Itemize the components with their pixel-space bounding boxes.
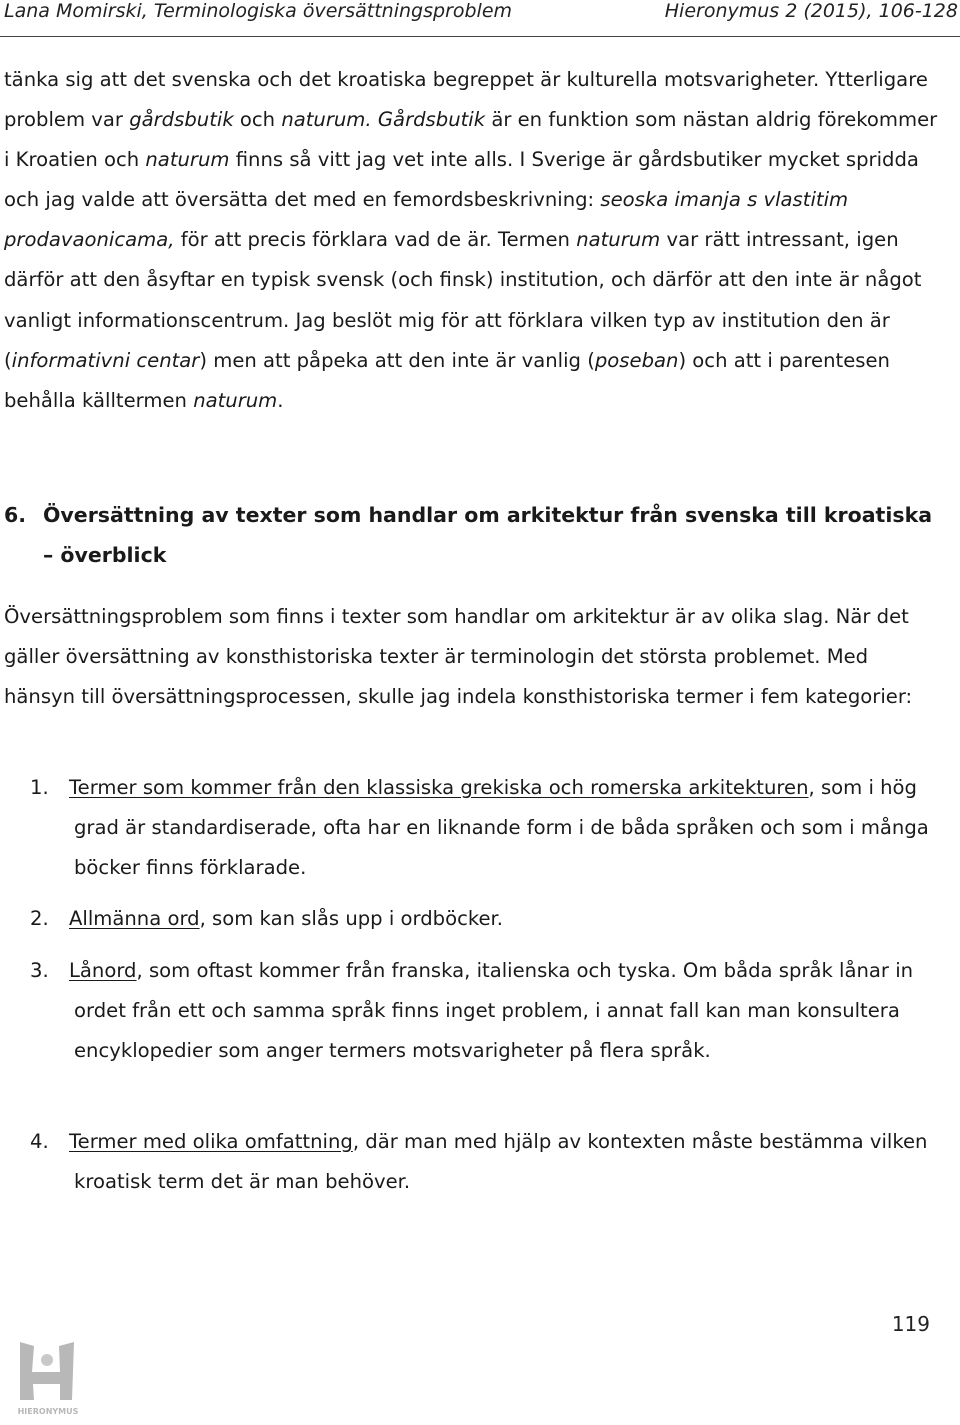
list-item-number: 4. bbox=[30, 1130, 49, 1153]
list-item-term: Termer med olika omfattning bbox=[69, 1130, 353, 1153]
list-item-text: , som i hög grad är standardiserade, ofta har en liknande form i de båda språken och som i många böcker finns förklarade. bbox=[74, 776, 929, 880]
header-rule bbox=[0, 36, 960, 37]
list-item bbox=[30, 951, 930, 1071]
list-item-term: Allmänna ord bbox=[69, 907, 200, 930]
section-title: Översättning av texter som handlar om arkitektur från svenska till kroatiska – överblick bbox=[43, 503, 933, 567]
list-item bbox=[30, 1122, 930, 1202]
logo-wordmark: HIERONYMUS bbox=[17, 1407, 79, 1416]
section-heading bbox=[4, 495, 944, 575]
list-item bbox=[30, 899, 930, 939]
body-paragraph-1: tänka sig att det svenska och det kroatiska begreppet är kulturella motsvarigheter. Ytterligare problem var gårdsbutik och naturum. Gårdsbutik är en funktion som nästan aldrig förekommer i Kroatien och naturum finns så vitt jag vet inte alls. I Sverige är gårdsbutiker mycket spridda och jag valde att översätta det med en femordsbeskrivning: seoska imanja s vlastitim prodavaonicama, för att precis förklara vad de är. Termen naturum var rätt intressant, igen därför att den åsyftar en typisk svensk (och finsk) institution, och därför att den inte är något vanligt informationscentrum. Jag beslöt mig för att förklara vilken typ av institution den är (informativni centar) men att påpeka att den inte är vanlig (poseban) och att i parentesen behålla källtermen naturum. bbox=[4, 68, 938, 412]
list-item-number: 1. bbox=[30, 776, 49, 799]
header-author-title: Lana Momirski, Terminologiska översättningsproblem bbox=[4, 0, 513, 22]
section-number: 6. bbox=[4, 503, 27, 527]
list-item-text: , där man med hjälp av kontexten måste bestämma vilken kroatisk term det är man behöver. bbox=[74, 1130, 928, 1194]
list-item-number: 3. bbox=[30, 959, 49, 982]
running-header bbox=[0, 0, 960, 42]
list-item-term: Lånord bbox=[69, 959, 137, 982]
list-item-number: 2. bbox=[30, 907, 49, 930]
list-item bbox=[30, 768, 930, 888]
list-item-text: , som kan slås upp i ordböcker. bbox=[199, 907, 504, 930]
hieronymus-logo-icon bbox=[12, 1338, 84, 1422]
header-journal-citation: Hieronymus 2 (2015), 106-128 bbox=[664, 0, 958, 22]
body-paragraph-2: Översättningsproblem som finns i texter som handlar om arkitektur är av olika slag. När det gäller översättning av konsthistoriska texter är terminologin det största problemet. Med hänsyn till översättningsprocessen, skulle jag indela konsthistoriska termer i fem kategorier: bbox=[4, 605, 913, 709]
list-item-term: Termer som kommer från den klassiska grekiska och romerska arkitekturen bbox=[69, 776, 809, 799]
list-item-text: , som oftast kommer från franska, italienska och tyska. Om båda språk lånar in ordet från ett och samma språk finns inget problem, i annat fall kan man konsultera encyklopedier som anger termers motsvarigheter på flera språk. bbox=[74, 959, 914, 1063]
page-number: 119 bbox=[891, 1312, 930, 1336]
